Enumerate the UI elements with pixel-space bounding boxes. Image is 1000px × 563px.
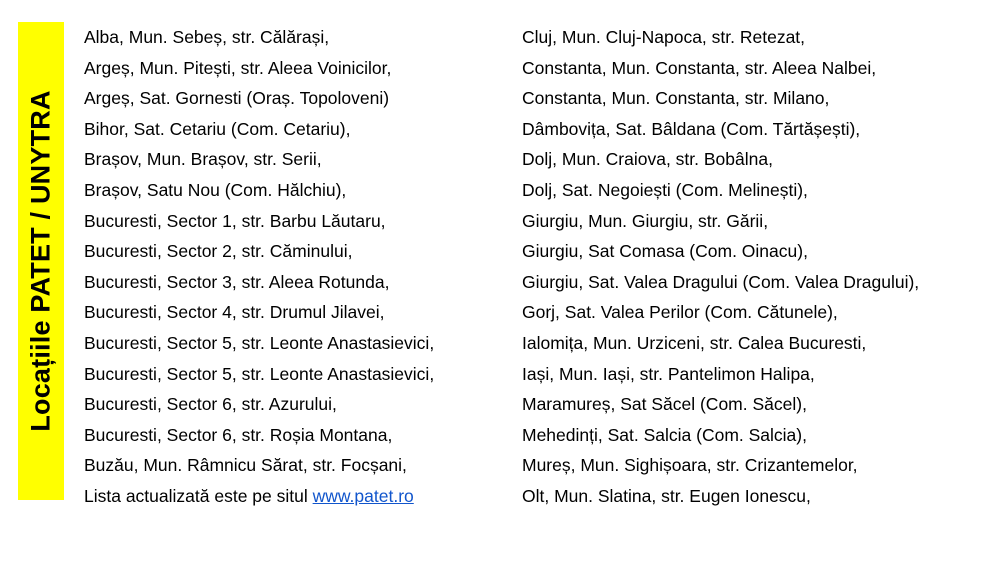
list-item: Bucuresti, Sector 1, str. Barbu Lăutaru,: [84, 210, 386, 231]
list-item: Constanta, Mun. Constanta, str. Aleea Nalbei,: [522, 57, 877, 78]
list-item: Argeș, Mun. Pitești, str. Aleea Voinicilor,: [84, 57, 392, 78]
list-item: Ialomița, Mun. Urziceni, str. Calea Bucuresti,: [522, 332, 867, 353]
list-item: Bucuresti, Sector 5, str. Leonte Anastasievici,: [84, 363, 435, 384]
list-item: Mureș, Mun. Sighișoara, str. Crizantemelor,: [522, 455, 858, 476]
footer-note-text: Lista actualizată este pe situl: [84, 485, 313, 506]
footer-note: [84, 481, 504, 512]
vertical-title-banner: [18, 22, 64, 500]
list-item: Bucuresti, Sector 2, str. Căminului,: [84, 241, 353, 262]
list-item: Brașov, Mun. Brașov, str. Serii,: [84, 149, 322, 170]
list-item: Bucuresti, Sector 5, str. Leonte Anastasievici,: [84, 332, 435, 353]
list-item: Maramureș, Sat Săcel (Com. Săcel),: [522, 394, 807, 415]
list-item: Gorj, Sat. Valea Perilor (Com. Cătunele),: [522, 302, 838, 323]
list-item: Argeș, Sat. Gornesti (Oraș. Topoloveni): [84, 88, 390, 109]
list-item: Cluj, Mun. Cluj-Napoca, str. Retezat,: [522, 27, 806, 47]
list-item: Bihor, Sat. Cetariu (Com. Cetariu),: [84, 118, 351, 139]
list-item: Dolj, Mun. Craiova, str. Bobâlna,: [522, 149, 773, 170]
list-item: Alba, Mun. Sebeș, str. Călărași,: [84, 27, 330, 47]
address-columns: [84, 22, 984, 542]
list-item: Bucuresti, Sector 4, str. Drumul Jilavei,: [84, 302, 385, 323]
list-item: Bucuresti, Sector 3, str. Aleea Rotunda,: [84, 271, 390, 292]
list-item: Bucuresti, Sector 6, str. Azurului,: [84, 394, 337, 415]
list-item: Bucuresti, Sector 6, str. Roșia Montana,: [84, 424, 393, 445]
list-item: Brașov, Satu Nou (Com. Hălchiu),: [84, 179, 347, 200]
patet-website-link[interactable]: www.patet.ro: [312, 485, 414, 506]
list-item: Giurgiu, Sat Comasa (Com. Oinacu),: [522, 241, 808, 262]
list-item: Buzău, Mun. Râmnicu Sărat, str. Focșani,: [84, 455, 407, 476]
address-column-left: [84, 22, 504, 542]
list-item: Giurgiu, Sat. Valea Dragului (Com. Valea Dragului),: [522, 271, 920, 292]
list-item: Olt, Mun. Slatina, str. Eugen Ionescu,: [522, 485, 811, 506]
list-item: Mehedinți, Sat. Salcia (Com. Salcia),: [522, 424, 807, 445]
list-item: Dâmbovița, Sat. Bâldana (Com. Tărtășești),: [522, 118, 861, 139]
address-column-right: [522, 22, 984, 542]
list-item: Giurgiu, Mun. Giurgiu, str. Gării,: [522, 210, 769, 231]
vertical-title-text: Locațiile PATET / UNYTRA: [25, 90, 56, 432]
list-item: Iași, Mun. Iași, str. Pantelimon Halipa,: [522, 363, 815, 384]
list-item: Constanta, Mun. Constanta, str. Milano,: [522, 88, 830, 109]
list-item: Dolj, Sat. Negoiești (Com. Melinești),: [522, 179, 808, 200]
